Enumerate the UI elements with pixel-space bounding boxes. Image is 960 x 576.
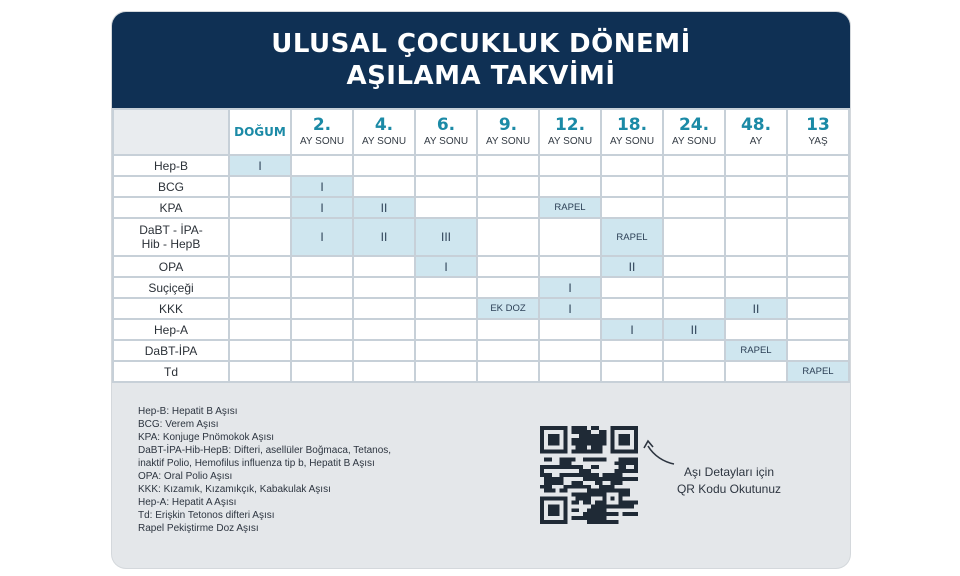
empty-cell xyxy=(291,340,353,361)
vaccine-name: KPA xyxy=(113,197,229,218)
vaccine-name: Hep-B xyxy=(113,155,229,176)
dose-cell: II xyxy=(353,197,415,218)
empty-cell xyxy=(663,340,725,361)
legend-item: BCG: Verem Aşısı xyxy=(138,419,219,430)
age-unit: AY SONU xyxy=(423,136,469,147)
vaccine-row xyxy=(113,319,849,340)
empty-cell xyxy=(787,319,849,340)
empty-cell xyxy=(601,277,663,298)
empty-cell xyxy=(663,155,725,176)
dose-cell: I xyxy=(415,256,477,277)
vaccine-name: Hep-A xyxy=(113,319,229,340)
empty-cell xyxy=(725,361,787,382)
dose-cell: I xyxy=(539,298,601,319)
empty-cell xyxy=(539,176,601,197)
vaccine-row xyxy=(113,256,849,277)
schedule-body xyxy=(113,155,849,382)
dose-cell: I xyxy=(539,277,601,298)
empty-cell xyxy=(601,197,663,218)
empty-cell xyxy=(601,340,663,361)
empty-cell xyxy=(415,298,477,319)
empty-cell xyxy=(477,197,539,218)
empty-cell xyxy=(353,256,415,277)
vaccine-name: Td xyxy=(113,361,229,382)
age-number: 48. xyxy=(740,115,772,135)
empty-cell xyxy=(415,176,477,197)
empty-cell xyxy=(353,277,415,298)
age-number: 24. xyxy=(678,115,710,135)
vaccine-name: KKK xyxy=(113,298,229,319)
empty-cell xyxy=(663,298,725,319)
empty-cell xyxy=(601,155,663,176)
vaccine-row xyxy=(113,197,849,218)
empty-cell xyxy=(477,340,539,361)
qr-code-icon xyxy=(540,426,638,524)
empty-cell xyxy=(291,277,353,298)
empty-cell xyxy=(663,361,725,382)
age-number: DOĞUM xyxy=(234,125,286,139)
dose-cell: RAPEL xyxy=(601,218,663,256)
empty-cell xyxy=(353,298,415,319)
empty-cell xyxy=(229,319,291,340)
legend-item: KKK: Kızamık, Kızamıkçık, Kabakulak Aşısı xyxy=(138,484,331,495)
age-unit: YAŞ xyxy=(808,136,828,147)
dose-cell: RAPEL xyxy=(539,197,601,218)
legend-item: KPA: Konjuge Pnömokok Aşısı xyxy=(138,432,275,443)
legend-item: OPA: Oral Polio Aşısı xyxy=(138,471,233,482)
empty-cell xyxy=(725,218,787,256)
age-number: 18. xyxy=(616,115,648,135)
empty-cell xyxy=(787,155,849,176)
vaccine-row xyxy=(113,176,849,197)
age-number: 4. xyxy=(374,115,394,135)
dose-cell: II xyxy=(663,319,725,340)
empty-cell xyxy=(725,319,787,340)
empty-cell xyxy=(415,361,477,382)
empty-cell xyxy=(787,218,849,256)
empty-cell xyxy=(415,155,477,176)
age-unit: AY SONU xyxy=(361,136,407,147)
age-unit: AY xyxy=(749,136,763,147)
age-column-header xyxy=(415,109,477,155)
empty-cell xyxy=(663,256,725,277)
empty-cell xyxy=(787,256,849,277)
empty-cell xyxy=(539,256,601,277)
empty-cell xyxy=(229,340,291,361)
empty-cell xyxy=(787,277,849,298)
dose-cell: I xyxy=(291,176,353,197)
vaccination-schedule-card xyxy=(112,12,850,568)
age-unit: AY SONU xyxy=(485,136,531,147)
empty-cell xyxy=(353,176,415,197)
qr-caption-line-2: QR Kodu Okutunuz xyxy=(676,482,782,496)
empty-cell xyxy=(787,176,849,197)
empty-cell xyxy=(601,361,663,382)
age-column-header xyxy=(477,109,539,155)
age-column-header xyxy=(229,109,291,155)
age-unit: AY SONU xyxy=(609,136,655,147)
empty-cell xyxy=(229,277,291,298)
vaccine-row xyxy=(113,155,849,176)
empty-cell xyxy=(291,155,353,176)
empty-cell xyxy=(353,340,415,361)
qr-caption-line-1: Aşı Detayları için xyxy=(683,465,775,479)
empty-cell xyxy=(663,197,725,218)
empty-cell xyxy=(725,256,787,277)
empty-cell xyxy=(291,256,353,277)
dose-cell: II xyxy=(725,298,787,319)
age-number: 13 xyxy=(806,115,830,135)
empty-cell xyxy=(415,319,477,340)
dose-cell: II xyxy=(601,256,663,277)
empty-cell xyxy=(787,197,849,218)
legend-item: Hep-A: Hepatit A Aşısı xyxy=(138,497,237,508)
empty-cell xyxy=(725,176,787,197)
empty-cell xyxy=(725,197,787,218)
vaccine-row xyxy=(113,361,849,382)
vaccine-row xyxy=(113,298,849,319)
empty-cell xyxy=(415,340,477,361)
empty-cell xyxy=(601,298,663,319)
empty-cell xyxy=(539,155,601,176)
empty-cell xyxy=(229,361,291,382)
vaccine-name: DaBT-İPA xyxy=(113,340,229,361)
dose-cell: I xyxy=(291,197,353,218)
empty-cell xyxy=(663,277,725,298)
vaccine-row xyxy=(113,340,849,361)
schedule-table xyxy=(112,108,850,383)
title-line-1: ULUSAL ÇOCUKLUK DÖNEMİ xyxy=(271,29,691,59)
age-number: 12. xyxy=(554,115,586,135)
empty-cell xyxy=(477,277,539,298)
qr-caption xyxy=(664,464,794,498)
age-number: 9. xyxy=(498,115,518,135)
vaccine-row xyxy=(113,277,849,298)
vaccine-name: BCG xyxy=(113,176,229,197)
dose-cell: I xyxy=(291,218,353,256)
empty-cell xyxy=(229,176,291,197)
empty-cell xyxy=(291,361,353,382)
dose-cell: EK DOZ xyxy=(477,298,539,319)
empty-cell xyxy=(229,298,291,319)
empty-cell xyxy=(663,176,725,197)
empty-cell xyxy=(539,361,601,382)
age-column-header xyxy=(353,109,415,155)
vaccine-name: OPA xyxy=(113,256,229,277)
age-unit: AY SONU xyxy=(547,136,593,147)
empty-cell xyxy=(229,256,291,277)
age-column-header xyxy=(539,109,601,155)
dose-cell: III xyxy=(415,218,477,256)
empty-cell xyxy=(539,319,601,340)
age-header-row xyxy=(113,109,849,155)
empty-cell xyxy=(477,155,539,176)
empty-cell xyxy=(539,218,601,256)
age-column-header xyxy=(601,109,663,155)
dose-cell: I xyxy=(601,319,663,340)
empty-cell xyxy=(477,176,539,197)
empty-cell xyxy=(477,256,539,277)
age-number: 2. xyxy=(312,115,332,135)
age-column-header xyxy=(787,109,849,155)
empty-cell xyxy=(415,277,477,298)
age-unit: AY SONU xyxy=(299,136,345,147)
legend-item: Hep-B: Hepatit B Aşısı xyxy=(138,406,238,417)
title-line-2: AŞILAMA TAKVİMİ xyxy=(346,61,616,91)
empty-cell xyxy=(477,218,539,256)
empty-cell xyxy=(415,197,477,218)
legend-item: Td: Erişkin Tetonos difteri Aşısı xyxy=(138,510,275,521)
dose-cell: RAPEL xyxy=(725,340,787,361)
vaccine-row xyxy=(113,218,849,256)
empty-cell xyxy=(353,319,415,340)
age-number: 6. xyxy=(436,115,456,135)
empty-cell xyxy=(787,298,849,319)
abbreviation-legend xyxy=(138,405,478,535)
age-column-header xyxy=(663,109,725,155)
empty-cell xyxy=(229,218,291,256)
empty-cell xyxy=(291,298,353,319)
title-banner xyxy=(112,12,850,108)
age-unit: AY SONU xyxy=(671,136,717,147)
vaccine-name: Suçiçeği xyxy=(113,277,229,298)
empty-cell xyxy=(229,197,291,218)
empty-cell xyxy=(725,277,787,298)
legend-item: DaBT-İPA-Hib-HepB: Difteri, asellüler Boğmaca, Tetanos, inaktif Polio, Hemofilus influenza tip b, Hepatit B Aşısı xyxy=(138,445,392,469)
empty-cell xyxy=(725,155,787,176)
empty-cell xyxy=(477,319,539,340)
empty-cell xyxy=(601,176,663,197)
empty-cell xyxy=(477,361,539,382)
empty-cell xyxy=(353,361,415,382)
dose-cell: II xyxy=(353,218,415,256)
legend-item: Rapel Pekiştirme Doz Aşısı xyxy=(138,523,259,534)
vaccine-name: DaBT - İPA- Hib - HepB xyxy=(113,218,229,256)
age-column-header xyxy=(291,109,353,155)
empty-cell xyxy=(539,340,601,361)
table-corner xyxy=(113,109,229,155)
age-column-header xyxy=(725,109,787,155)
empty-cell xyxy=(353,155,415,176)
dose-cell: I xyxy=(229,155,291,176)
empty-cell xyxy=(787,340,849,361)
empty-cell xyxy=(291,319,353,340)
dose-cell: RAPEL xyxy=(787,361,849,382)
empty-cell xyxy=(663,218,725,256)
